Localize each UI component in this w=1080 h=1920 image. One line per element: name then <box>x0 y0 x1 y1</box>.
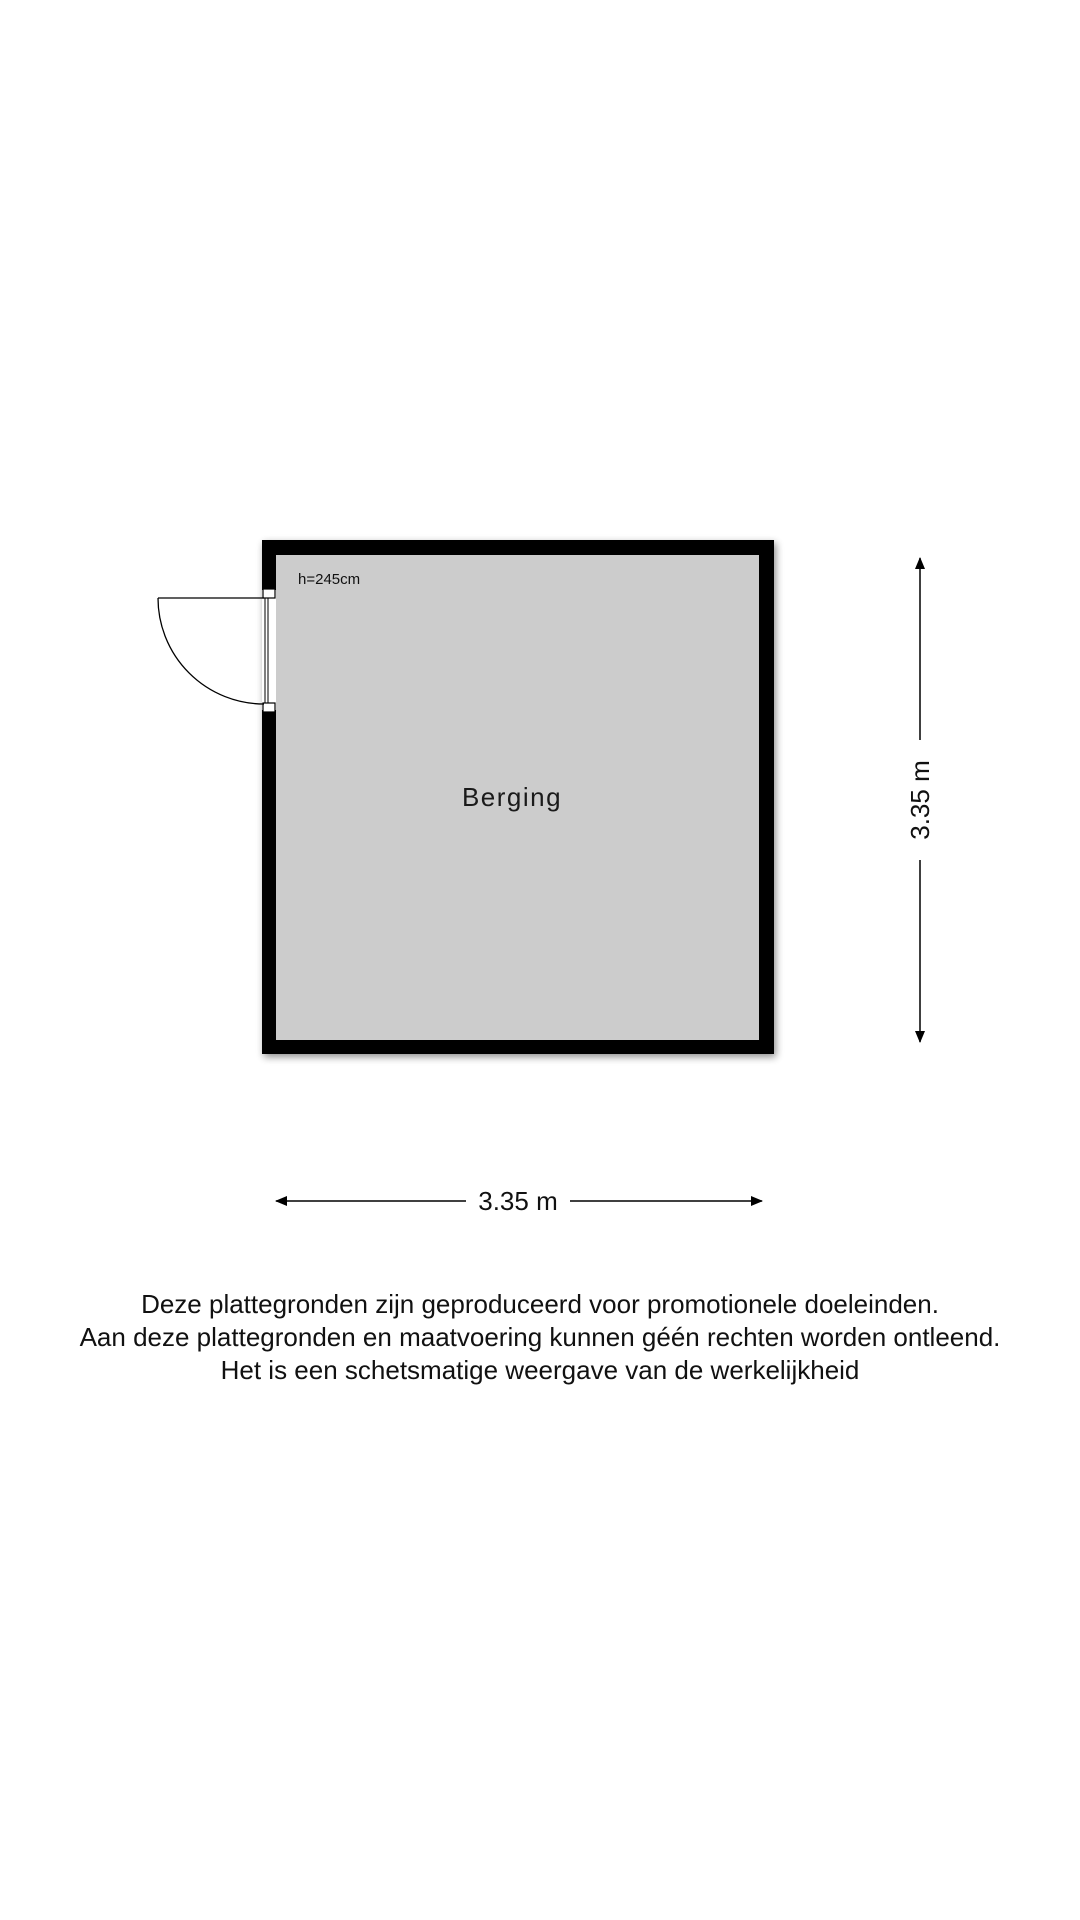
door-jamb-bottom <box>263 703 275 712</box>
door-swing-arc <box>158 598 264 704</box>
disclaimer <box>0 1288 1080 1387</box>
door-jamb-top <box>263 589 275 598</box>
room-name: Berging <box>461 782 563 812</box>
dimension-width-label: 3.35 m <box>478 1186 558 1216</box>
dimension-depth <box>905 558 935 1042</box>
dimension-depth-label: 3.35 m <box>905 760 935 840</box>
disclaimer-line: Het is een schetsmatige weergave van de werkelijkheid <box>220 1355 860 1385</box>
door <box>158 589 276 712</box>
disclaimer-line: Deze plattegronden zijn geproduceerd voor promotionele doeleinden. <box>141 1289 939 1319</box>
dimension-width <box>276 1186 762 1216</box>
door-opening <box>262 590 276 710</box>
disclaimer-line: Aan deze plattegronden en maatvoering kunnen géén rechten worden ontleend. <box>79 1322 1001 1352</box>
room-height-label: h=245cm <box>298 571 361 588</box>
